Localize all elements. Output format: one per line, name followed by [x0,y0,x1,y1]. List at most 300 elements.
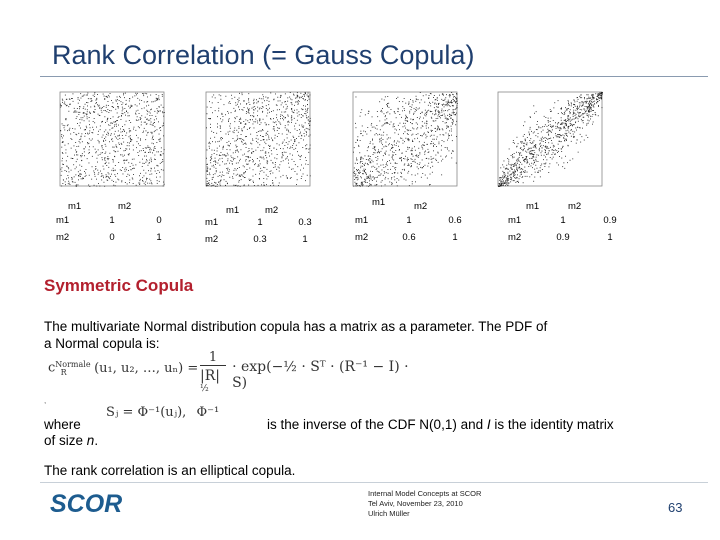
scatter-point [581,97,582,98]
scatter-point [385,154,386,155]
scatter-point [152,115,153,116]
scatter-point [556,150,557,151]
scatter-point [404,179,405,180]
scatter-point [76,134,77,135]
scatter-point [255,108,256,109]
scatter-point [297,113,298,114]
scatter-point [508,161,509,162]
scatter-point [234,130,235,131]
scatter-point [445,104,446,105]
scatter-point [372,139,373,140]
scatter-point [380,129,381,130]
scatter-point [452,150,453,151]
scatter-point [236,185,237,186]
scatter-point [220,172,221,173]
scatter-point [160,130,161,131]
scatter-point [289,141,290,142]
scatter-point [405,115,406,116]
scatter-point [98,134,99,135]
scatter-point [396,143,397,144]
scatter-point [88,134,89,135]
scatter-point [113,116,114,117]
scatter-point [103,141,104,142]
scatter-point [417,127,418,128]
scatter-point [570,112,571,113]
scatter-point [446,94,447,95]
scatter-point [78,114,79,115]
scatter-point [121,181,122,182]
scatter-point [535,159,536,160]
scatter-point [436,104,437,105]
scatter-point [533,105,534,106]
scatter-point [415,150,416,151]
scatter-point [576,130,577,131]
scatter-point [114,134,115,135]
scatter-point [592,97,593,98]
scatter-point [88,185,89,186]
scatter-point [226,155,227,156]
scatter-point [456,136,457,137]
scatter-point [217,184,218,185]
scatter-point [207,166,208,167]
scatter-point [375,157,376,158]
scatter-point [386,104,387,105]
scatter-point [526,158,527,159]
scatter-point [381,99,382,100]
scatter-point [121,119,122,120]
scatter-point [355,142,356,143]
scatter-point [387,123,388,124]
scatter-point [274,138,275,139]
formula-det: |R| [200,368,220,384]
scatter-point [554,154,555,155]
scatter-point [404,110,405,111]
scatter-point [397,173,398,174]
scatter-point [307,109,308,110]
scatter-point [432,102,433,103]
scatter-point [84,129,85,130]
scatter-point [435,128,436,129]
scatter-point [306,148,307,149]
scatter-point [418,157,419,158]
scatter-point [305,157,306,158]
scatter-point [364,181,365,182]
scatter-point [228,155,229,156]
scatter-point [305,93,306,94]
scatter-point [298,136,299,137]
scatter-point [229,145,230,146]
scatter-point [210,169,211,170]
scatter-point [426,125,427,126]
scatter-point [367,176,368,177]
scatter-point [157,129,158,130]
scatter-point [220,95,221,96]
scatter-point [134,95,135,96]
scatter-point [257,123,258,124]
scatter-point [586,106,587,107]
scatter-point [139,100,140,101]
scatter-point [508,183,509,184]
scatter-point [587,113,588,114]
scatter-point [415,109,416,110]
scatter-point [142,163,143,164]
scatter-point [163,116,164,117]
scatter-point [451,102,452,103]
scatter-point [530,127,531,128]
scatter-point [258,131,259,132]
scatter-point [158,166,159,167]
scatter-point [451,115,452,116]
scatter-point [214,150,215,151]
scatter-point [117,173,118,174]
scatter-point [136,120,137,121]
scatter-point [147,101,148,102]
scatter-point [452,140,453,141]
where-tail-text: is the inverse of the CDF N(0,1) and [267,417,484,432]
scatter-point [62,102,63,103]
scatter-point [401,160,402,161]
scatter-point [220,118,221,119]
scatter-point [407,158,408,159]
scatter-point [361,109,362,110]
scatter-point [308,108,309,109]
scatter-point [567,162,568,163]
scatter-point [277,120,278,121]
scatter-point [263,140,264,141]
scatter-point [593,110,594,111]
scatter-point [529,134,530,135]
scatter-point [263,96,264,97]
scatter-point [524,161,525,162]
scatter-point [425,175,426,176]
scatter-point [541,152,542,153]
scatter-point [103,106,104,107]
scatter-point [217,186,218,187]
scatter-point [602,93,603,94]
scatter-point [141,122,142,123]
scatter-point [147,123,148,124]
scatter-point [60,130,61,131]
scatter-point [599,95,600,96]
scatter-point [87,133,88,134]
scatter-point [431,125,432,126]
scatter-point [228,168,229,169]
scatter-point [125,171,126,172]
scatter-point [237,116,238,117]
scatter-point [411,158,412,159]
scatter-point [448,134,449,135]
scatter-point [136,111,137,112]
scatter-point [405,138,406,139]
scatter-point [580,134,581,135]
scatter-point [237,156,238,157]
scatter-point [100,171,101,172]
scatter-point [116,120,117,121]
scatter-point [558,134,559,135]
scatter-point [396,130,397,131]
scatter-point [163,153,164,154]
scatter-point [393,125,394,126]
scatter-point [220,127,221,128]
scatter-point [564,135,565,136]
scatter-point [128,115,129,116]
scatter-point [577,97,578,98]
scatter-point [547,126,548,127]
scatter-point [268,176,269,177]
scatter-point [234,128,235,129]
scatter-point [397,97,398,98]
scatter-point [407,149,408,150]
scatter-point [80,122,81,123]
scatter-point [71,98,72,99]
scatter-point [588,106,589,107]
formula-body: · exp(−½ · Sᵀ · (R⁻¹ − I) · S) [232,359,409,392]
scatter-point [112,180,113,181]
formula-superscript: Normale [55,360,91,369]
scatter-point [442,129,443,130]
scatter-point [268,137,269,138]
scatter-point [427,166,428,167]
scatter-point [377,156,378,157]
scatter-point [124,124,125,125]
scatter-point [359,152,360,153]
scatter-point [527,143,528,144]
scatter-point [253,161,254,162]
scatter-point [438,104,439,105]
scatter-point [95,152,96,153]
scatter-point [222,114,223,115]
scatter-point [235,168,236,169]
scatter-point [75,182,76,183]
scatter-point [414,146,415,147]
scatter-point [309,99,310,100]
scatter-point [415,111,416,112]
scatter-point [586,125,587,126]
scatter-point [518,160,519,161]
scatter-point [75,111,76,112]
scatter-point [277,109,278,110]
scatter-point [147,114,148,115]
scatter-point [243,144,244,145]
scatter-plot-rho-0-6 [337,84,461,196]
scatter-point [272,139,273,140]
scatter-point [585,112,586,113]
scatter-point [397,185,398,186]
scatter-point [386,151,387,152]
scatter-point [146,110,147,111]
scatter-point [416,110,417,111]
scatter-point [124,130,125,131]
scatter-point [281,104,282,105]
scatter-point [158,170,159,171]
scatter-point [242,155,243,156]
scatter-point [224,179,225,180]
scatter-point [216,168,217,169]
scatter-point [551,140,552,141]
scatter-point [97,104,98,105]
scatter-point [310,95,311,96]
scatter-point [105,160,106,161]
scatter-point [140,140,141,141]
scatter-point [399,129,400,130]
scatter-point [589,98,590,99]
scatter-point [593,122,594,123]
scatter-point [444,114,445,115]
scatter-point [456,99,457,100]
scatter-point [228,173,229,174]
scatter-point [270,118,271,119]
scatter-point [597,96,598,97]
scatter-point [421,146,422,147]
scatter-point [307,95,308,96]
scatter-point [446,118,447,119]
scatter-point [559,156,560,157]
scatter-point [235,185,236,186]
scatter-point [108,167,109,168]
scatter-point [91,101,92,102]
scatter-point [124,97,125,98]
scatter-point [531,158,532,159]
scatter-point [251,152,252,153]
scatter-point [297,92,298,93]
scatter-point [98,172,99,173]
scatter-point [369,160,370,161]
scatter-point [82,117,83,118]
scatter-point [531,143,532,144]
scatter-point [109,110,110,111]
scatter-point [442,94,443,95]
scatter-point [451,100,452,101]
scatter-point [285,111,286,112]
scatter-point [429,184,430,185]
scatter-point [589,115,590,116]
scatter-point [517,174,518,175]
scatter-point [222,172,223,173]
scatter-point [287,156,288,157]
scatter-point [279,171,280,172]
scatter-point [74,176,75,177]
scatter-point [506,179,507,180]
scatter-point [259,165,260,166]
scatter-point [431,156,432,157]
scatter-point [442,159,443,160]
scatter-point [519,164,520,165]
scatter-point [379,152,380,153]
scatter-point [75,174,76,175]
scatter-point [514,143,515,144]
scatter-point [237,135,238,136]
scatter-point [540,146,541,147]
scatter-point [270,185,271,186]
scatter-point [162,159,163,160]
scatter-point [499,180,500,181]
scatter-point [157,165,158,166]
scatter-point [374,178,375,179]
scatter-point [568,128,569,129]
scatter-point [90,113,91,114]
scatter-point [395,113,396,114]
scatter-point [297,109,298,110]
scatter-point [297,179,298,180]
scatter-point [107,119,108,120]
scatter-point [254,164,255,165]
scatter-point [549,130,550,131]
scatter-point [419,154,420,155]
scatter-point [287,178,288,179]
scatter-point [146,93,147,94]
scatter-point [526,156,527,157]
scatter-point [411,163,412,164]
scatter-point [259,124,260,125]
scatter-point [260,135,261,136]
scatter-point [600,95,601,96]
scatter-point [533,133,534,134]
scatter-point [536,111,537,112]
matrix-row-label: m1 [355,215,369,226]
scatter-point [310,145,311,146]
scatter-point [73,112,74,113]
scatter-point [244,166,245,167]
scatter-point [393,155,394,156]
scatter-point [283,119,284,120]
scatter-point [146,135,147,136]
scatter-point [212,166,213,167]
matrix-row-label: m2 [355,232,369,243]
scatter-point [363,158,364,159]
scatter-point [150,171,151,172]
scatter-point [126,169,127,170]
scatter-point [294,95,295,96]
scatter-point [546,147,547,148]
scatter-point [437,107,438,108]
scatter-point [295,148,296,149]
scatter-point [407,173,408,174]
scatter-point [242,142,243,143]
scatter-point [435,113,436,114]
scatter-point [286,109,287,110]
scatter-point [215,97,216,98]
scatter-point [439,142,440,143]
scatter-point [117,136,118,137]
scatter-point [516,169,517,170]
scatter-point [412,150,413,151]
scatter-point [549,138,550,139]
scatter-point [261,98,262,99]
scatter-point [362,163,363,164]
scatter-point [85,104,86,105]
scatter-point [222,175,223,176]
scatter-point [508,172,509,173]
scatter-point [107,158,108,159]
scatter-point [564,120,565,121]
scatter-point [81,178,82,179]
scatter-point [206,171,207,172]
scatter-point [105,146,106,147]
scatter-point [267,100,268,101]
scatter-point [212,141,213,142]
scatter-point [386,112,387,113]
scatter-point [256,132,257,133]
scatter-point [133,150,134,151]
scatter-point [242,94,243,95]
scatter-point [431,118,432,119]
scatter-point [309,121,310,122]
scatter-point [299,114,300,115]
scatter-point [445,110,446,111]
paragraph-line: The rank correlation is an elliptical copula. [44,463,296,478]
scatter-point [227,170,228,171]
scatter-point [365,182,366,183]
